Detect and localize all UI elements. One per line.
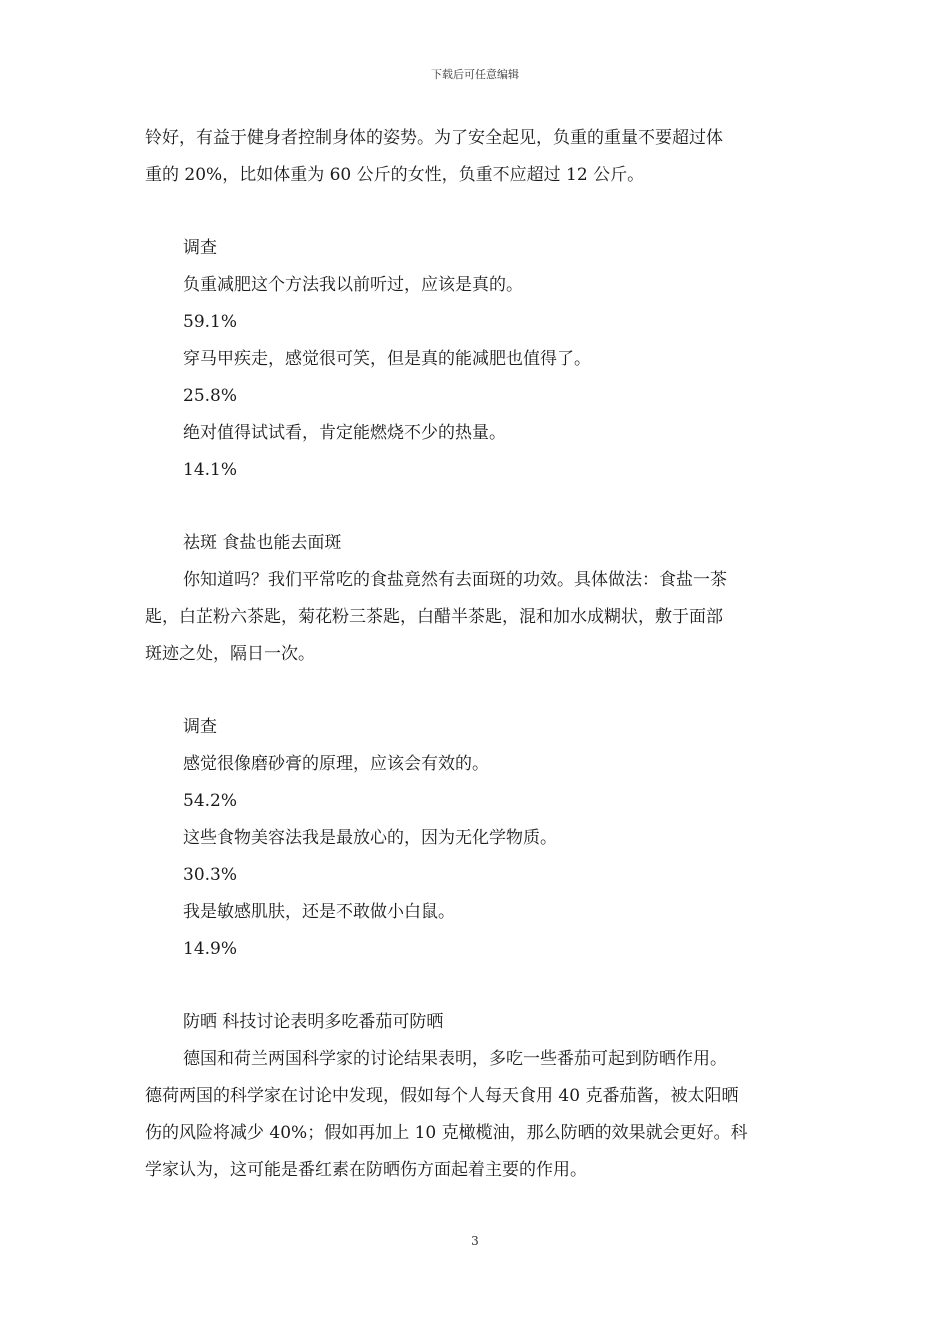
survey-option: 感觉很像磨砂膏的原理，应该会有效的。 xyxy=(183,754,489,774)
survey-option: 穿马甲疾走，感觉很可笑，但是真的能减肥也值得了。 xyxy=(183,349,591,369)
survey-option: 负重减肥这个方法我以前听过，应该是真的。 xyxy=(183,275,523,295)
survey-2 xyxy=(145,709,810,968)
paragraph-line: 你知道吗？我们平常吃的食盐竟然有去面斑的功效。具体做法：食盐一茶 xyxy=(183,570,727,590)
spacer xyxy=(145,968,810,1004)
survey-title: 调查 xyxy=(183,238,217,258)
section-freckle xyxy=(145,525,810,673)
paragraph-line: 斑迹之处，隔日一次。 xyxy=(145,644,315,664)
page-number: 3 xyxy=(471,1234,479,1248)
section-heading: 防晒 科技讨论表明多吃番茄可防晒 xyxy=(183,1012,444,1032)
top-paragraph xyxy=(145,120,810,194)
survey-1 xyxy=(145,230,810,489)
spacer xyxy=(145,194,810,230)
paragraph-line: 铃好，有益于健身者控制身体的姿势。为了安全起见，负重的重量不要超过体 xyxy=(145,128,723,148)
document-body xyxy=(145,120,810,1189)
survey-percent: 25.8% xyxy=(183,386,238,406)
spacer xyxy=(145,673,810,709)
survey-option: 我是敏感肌肤，还是不敢做小白鼠。 xyxy=(183,902,455,922)
paragraph-line: 德荷两国的科学家在讨论中发现，假如每个人每天食用 40 克番茄酱，被太阳晒 xyxy=(145,1086,739,1106)
page-header: 下载后可任意编辑 xyxy=(431,68,519,81)
survey-percent: 54.2% xyxy=(183,791,238,811)
section-heading: 祛斑 食盐也能去面斑 xyxy=(183,533,342,553)
survey-percent: 59.1% xyxy=(183,312,238,332)
spacer xyxy=(145,489,810,525)
section-sunscreen xyxy=(145,1004,810,1189)
paragraph-line: 伤的风险将减少 40%；假如再加上 10 克橄榄油，那么防晒的效果就会更好。科 xyxy=(145,1123,748,1143)
survey-percent: 14.9% xyxy=(183,939,238,959)
paragraph-line: 匙，白芷粉六茶匙，菊花粉三茶匙，白醋半茶匙，混和加水成糊状，敷于面部 xyxy=(145,607,723,627)
survey-percent: 30.3% xyxy=(183,865,238,885)
survey-option: 这些食物美容法我是最放心的，因为无化学物质。 xyxy=(183,828,557,848)
survey-percent: 14.1% xyxy=(183,460,238,480)
paragraph-line: 学家认为，这可能是番红素在防晒伤方面起着主要的作用。 xyxy=(145,1160,587,1180)
paragraph-line: 德国和荷兰两国科学家的讨论结果表明，多吃一些番茄可起到防晒作用。 xyxy=(183,1049,727,1069)
survey-option: 绝对值得试试看，肯定能燃烧不少的热量。 xyxy=(183,423,506,443)
paragraph-line: 重的 20%，比如体重为 60 公斤的女性，负重不应超过 12 公斤。 xyxy=(145,165,645,185)
survey-title: 调查 xyxy=(183,717,217,737)
